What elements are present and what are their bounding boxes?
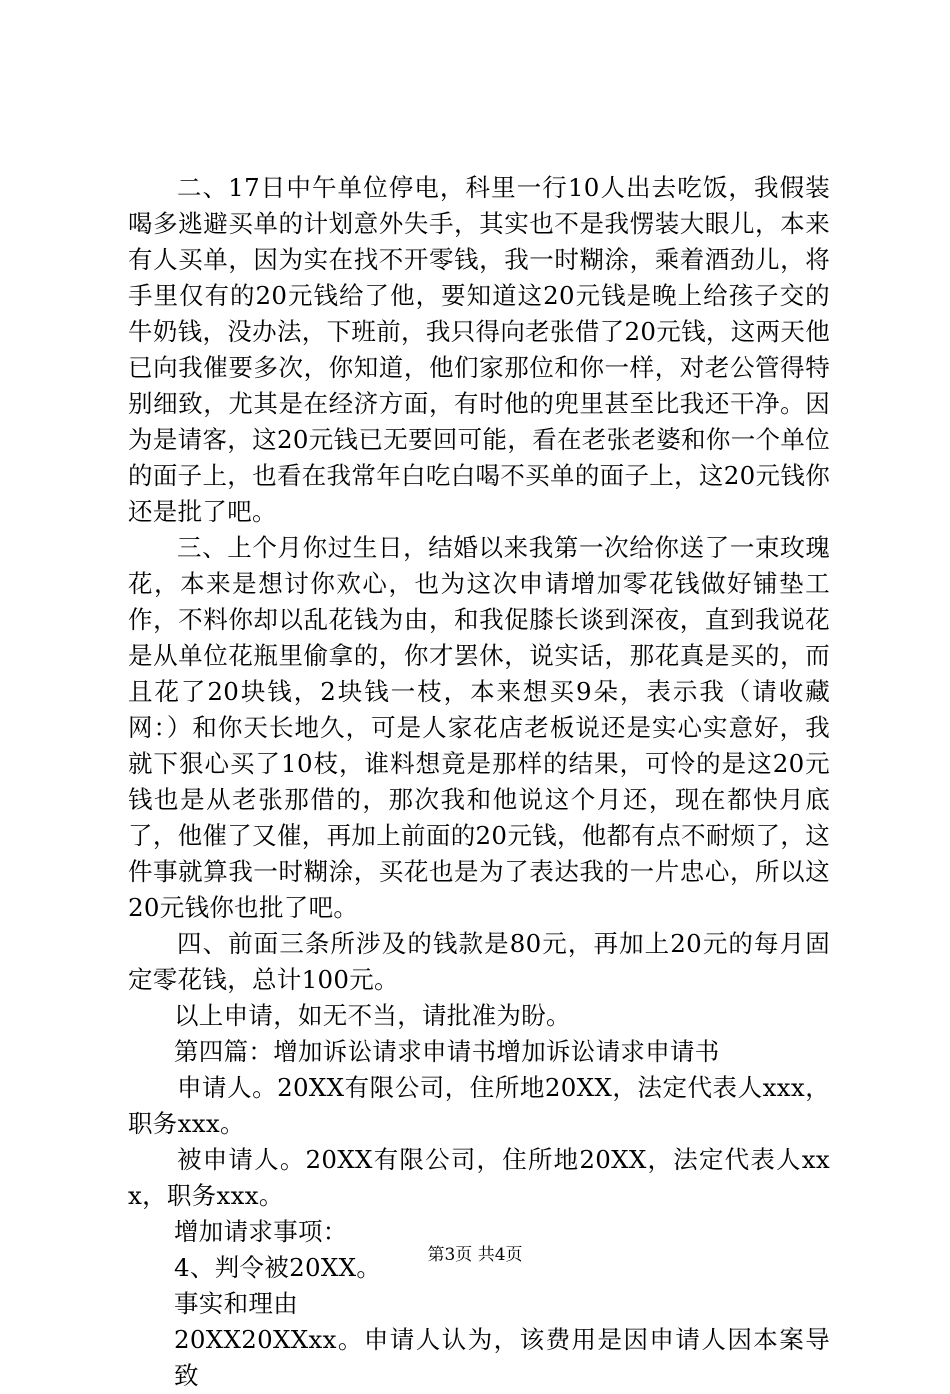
section-heading: 第四篇：增加诉讼请求申请书增加诉讼请求申请书: [174, 1037, 720, 1066]
paragraph-item-3: 三、上个月你过生日，结婚以来我第一次给你送了一束玫瑰花，本来是想讨你欢心，也为这次申请增加零花钱做好铺垫工作，不料你却以乱花钱为由，和我促膝长谈到深夜，直到我说花是从单位花瓶里偷拿的，你才罢休，说实话，那花真是买的，而且花了20块钱，2块钱一枝，本来想买9朵，表示我（请收藏网：）和你天长地久，可是人家花店老板说还是实心实意好，我就下狠心买了10枝，谁料想竟是那样的结果，可怜的是这20元钱也是从老张那借的，那次我和他说这个月还，现在都快月底了，他催了又催，再加上前面的20元钱，他都有点不耐烦了，这件事就算我一时糊涂，买花也是为了表达我的一片忠心，所以这20元钱你也批了吧。: [128, 533, 830, 922]
claims-heading: 增加请求事项：: [174, 1217, 348, 1246]
respondent-info: 被申请人。20XX有限公司，住所地20XX，法定代表人xxx，职务xxx。: [128, 1145, 830, 1210]
closing-request: 以上申请，如无不当，请批准为盼。: [174, 1001, 571, 1030]
page-footer: 第3页 共4页: [427, 1245, 523, 1265]
document-body: [128, 170, 830, 1394]
paragraph-item-2: 二、17日中午单位停电，科里一行10人出去吃饭，我假装喝多逃避买单的计划意外失手，其实也不是我愣装大眼儿，本来有人买单，因为实在找不开零钱，我一时糊涂，乘着酒劲儿，将手里仅有的20元钱给了他，要知道这20元钱是晚上给孩子交的牛奶钱，没办法，下班前，我只得向老张借了20元钱，这两天他已向我催要多次，你知道，他们家那位和你一样，对老公管得特别细致，尤其是在经济方面，有时他的兜里甚至比我还干净。因为是请客，这20元钱已无要回可能，看在老张老婆和你一个单位的面子上，也看在我常年白吃白喝不买单的面子上，这20元钱你还是批了吧。: [128, 173, 830, 526]
facts-heading: 事实和理由: [174, 1289, 298, 1318]
facts-paragraph: 20XX20XXxx。申请人认为，该费用是因申请人因本案导致: [174, 1325, 830, 1390]
paragraph-item-4: 四、前面三条所涉及的钱款是80元，再加上20元的每月固定零花钱，总计100元。: [128, 929, 830, 994]
claim-item: 4、判令被20XX。: [174, 1253, 382, 1282]
applicant-info: 申请人。20XX有限公司，住所地20XX，法定代表人xxx，职务xxx。: [128, 1073, 830, 1138]
